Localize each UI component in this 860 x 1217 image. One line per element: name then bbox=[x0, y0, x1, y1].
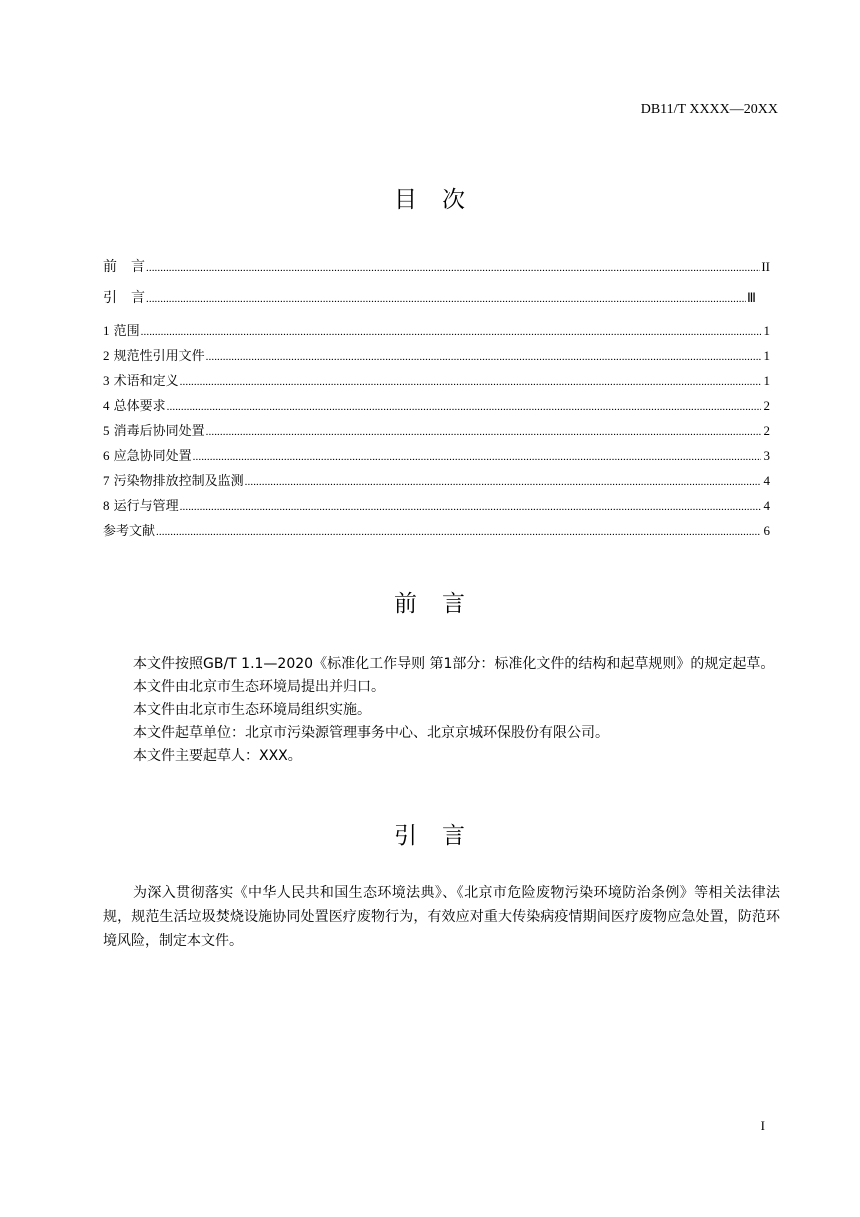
toc-entry-label: 规范性引用文件 bbox=[113, 349, 205, 364]
toc-entry-page: 1 bbox=[763, 323, 770, 338]
toc-entry-label: 前 言 bbox=[103, 259, 145, 275]
toc-leader-dots bbox=[206, 420, 761, 445]
toc-entry-page: 4 bbox=[763, 473, 770, 488]
toc-leader-dots bbox=[245, 470, 761, 495]
toc-entry-label: 引 言 bbox=[103, 290, 145, 306]
toc-entry-1[interactable] bbox=[103, 318, 770, 343]
toc-entry-page: 6 bbox=[763, 523, 770, 538]
toc-entry-8[interactable] bbox=[103, 493, 770, 518]
toc-entry-label: 应急协同处置 bbox=[113, 449, 192, 464]
toc-entry-label: 术语和定义 bbox=[113, 374, 179, 389]
toc-entry-page: 1 bbox=[763, 373, 770, 388]
toc-leader-dots bbox=[141, 320, 761, 345]
toc-entry-foreword[interactable] bbox=[103, 256, 770, 287]
toc-entry-4[interactable] bbox=[103, 393, 770, 418]
toc-entry-number: 5 bbox=[103, 423, 110, 438]
toc-entry-label: 消毒后协同处置 bbox=[113, 424, 205, 439]
toc-leader-dots bbox=[180, 370, 761, 395]
toc-entry-3[interactable] bbox=[103, 368, 770, 393]
foreword-paragraph: 本文件主要起草人：XXX。 bbox=[133, 748, 302, 764]
toc-entry-references[interactable] bbox=[103, 518, 770, 543]
introduction-title bbox=[0, 817, 860, 850]
toc-leader-dots bbox=[156, 520, 761, 545]
toc-entry-6[interactable] bbox=[103, 443, 770, 468]
toc-leader-dots bbox=[146, 289, 746, 310]
toc-entry-number: 4 bbox=[103, 398, 110, 413]
toc-entry-label: 参考文献 bbox=[103, 524, 156, 539]
foreword-paragraph: 本文件由北京市生态环境局组织实施。 bbox=[133, 702, 371, 718]
toc-leader-dots bbox=[193, 445, 761, 470]
toc-entry-page: 4 bbox=[763, 498, 770, 513]
toc-entry-page: II bbox=[761, 259, 770, 274]
toc-entry-5[interactable] bbox=[103, 418, 770, 443]
toc-entry-introduction[interactable] bbox=[103, 287, 770, 318]
toc-entry-number: 1 bbox=[103, 323, 110, 338]
toc-entry-page: 2 bbox=[763, 423, 770, 438]
toc-entry-label: 运行与管理 bbox=[113, 499, 179, 514]
toc-title-char: 次 bbox=[442, 187, 466, 213]
introduction-body bbox=[103, 881, 780, 953]
toc-entry-label: 污染物排放控制及监测 bbox=[113, 474, 244, 489]
toc-leader-dots bbox=[167, 395, 761, 420]
foreword-title-char: 言 bbox=[442, 591, 466, 617]
foreword-body bbox=[103, 653, 780, 768]
toc-entry-page: Ⅲ bbox=[747, 290, 756, 305]
toc-entry-number: 8 bbox=[103, 498, 110, 513]
toc-entry-page: 1 bbox=[763, 348, 770, 363]
toc-entry-page: 3 bbox=[763, 448, 770, 463]
toc-leader-dots bbox=[180, 495, 761, 520]
document-code: DB11/T XXXX—20XX bbox=[640, 102, 778, 117]
foreword-title bbox=[0, 585, 860, 618]
toc-leader-dots bbox=[146, 258, 760, 279]
toc-entry-2[interactable] bbox=[103, 343, 770, 368]
toc-entry-number: 7 bbox=[103, 473, 110, 488]
toc-title-char: 目 bbox=[394, 187, 418, 213]
toc-entry-number: 6 bbox=[103, 448, 110, 463]
introduction-title-char: 言 bbox=[442, 823, 466, 849]
foreword-paragraph: 本文件按照GB/T 1.1—2020《标准化工作导则 第1部分：标准化文件的结构和起草规则》的规定起草。 bbox=[133, 656, 775, 672]
toc-entry-label: 总体要求 bbox=[113, 399, 166, 414]
toc-leader-dots bbox=[206, 345, 761, 370]
introduction-paragraph: 为深入贯彻落实《中华人民共和国生态环境法典》、《北京市危险废物污染环境防治条例》等相关法律法规，规范生活垃圾焚烧设施协同处置医疗废物行为，有效应对重大传染病疫情期间医疗废物应急处置，防范环境风险，制定本文件。 bbox=[103, 885, 780, 949]
foreword-paragraph: 本文件由北京市生态环境局提出并归口。 bbox=[133, 679, 385, 695]
toc-entry-label: 范围 bbox=[113, 324, 140, 339]
foreword-paragraph: 本文件起草单位：北京市污染源管理事务中心、北京京城环保股份有限公司。 bbox=[133, 725, 609, 741]
toc-entry-7[interactable] bbox=[103, 468, 770, 493]
toc-entry-page: 2 bbox=[763, 398, 770, 413]
toc-entry-number: 3 bbox=[103, 373, 110, 388]
table-of-contents bbox=[103, 256, 770, 543]
foreword-title-char: 前 bbox=[394, 591, 418, 617]
toc-entry-number: 2 bbox=[103, 348, 110, 363]
introduction-title-char: 引 bbox=[394, 823, 418, 849]
page-number: I bbox=[760, 1118, 765, 1133]
toc-title bbox=[0, 181, 860, 214]
